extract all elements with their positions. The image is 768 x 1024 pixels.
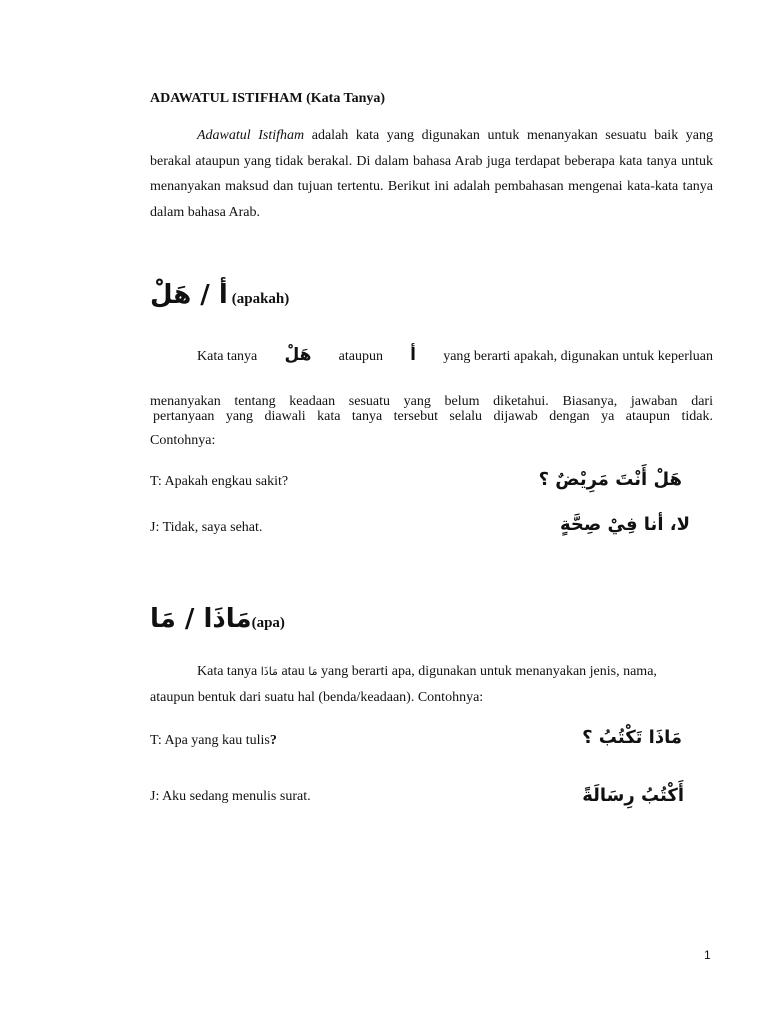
- section2-line2: ataupun bentuk dari suatu hal (benda/keadaan). Contohnya:: [150, 690, 484, 705]
- section1-word-a: أ: [410, 345, 416, 365]
- intro-paragraph: [150, 123, 713, 225]
- section2-word-ma: مَا: [308, 665, 318, 678]
- section2-answer-latin: J: Aku sedang menulis surat.: [150, 789, 311, 804]
- section1-heading: [150, 280, 289, 310]
- section2-word-madza: مَاذَا: [260, 665, 278, 678]
- section2-line1: [197, 664, 657, 680]
- section2-question-latin: [150, 733, 277, 749]
- section2-heading-latin: (apa): [251, 615, 285, 631]
- section1-question-latin: T: Apakah engkau sakit?: [150, 474, 289, 489]
- section2-question-arabic: مَاذَا تَكْتُبُ ؟: [582, 727, 682, 748]
- section2-answer-arabic: أَكْتُبُ رِسَالَةً: [582, 785, 684, 806]
- section2-text-1: Kata tanya: [197, 664, 258, 679]
- section2-text-2: atau: [281, 664, 305, 679]
- section1-heading-latin: (apakah): [231, 291, 290, 307]
- intro-term: Adawatul Istifham: [197, 128, 305, 143]
- intro-text: adalah kata yang digunakan untuk menanyakan sesuatu baik yang berakal ataupun yang tidak berakal. Di dalam bahasa Arab juga terdapat beberapa kata tanya untuk menanyakan maksud dan tujuan tertentu. Berikut ini adalah pembahasan mengenai kata-kata tanya dalam bahasa Arab.: [150, 128, 714, 220]
- section2-text-3: yang berarti apa, digunakan untuk menanyakan jenis, nama,: [321, 664, 657, 679]
- section2-heading: [150, 604, 285, 634]
- section1-line3: pertanyaan yang diawali kata tanya tersebut selalu dijawab dengan ya ataupun tidak.: [153, 409, 713, 424]
- section1-answer-latin: J: Tidak, saya sehat.: [150, 520, 263, 535]
- section1-answer-arabic: لا، أنا فِيْ صِحَّةٍ: [559, 514, 690, 535]
- section2-heading-arabic: مَاذَا / مَا: [150, 604, 252, 634]
- section1-line4: Contohnya:: [150, 433, 216, 448]
- section1-line1: [197, 345, 713, 365]
- section2-question-mark: ?: [269, 733, 277, 748]
- page-title: ADAWATUL ISTIFHAM (Kata Tanya): [150, 91, 386, 106]
- section1-line2: menanyakan tentang keadaan sesuatu yang belum diketahui. Biasanya, jawaban dari: [150, 394, 713, 409]
- section1-text-2: ataupun: [338, 349, 383, 364]
- section1-word-hal: هَلْ: [284, 345, 312, 365]
- section1-text-1: Kata tanya: [197, 349, 258, 364]
- section1-text-3: yang berarti apakah, digunakan untuk keperluan: [443, 349, 713, 364]
- section1-heading-arabic: أ / هَلْ: [150, 280, 228, 310]
- section2-question-text: T: Apa yang kau tulis: [150, 733, 270, 748]
- section1-question-arabic: هَلْ أَنْتَ مَرِيْضٌ ؟: [538, 469, 682, 490]
- page-number: 1: [704, 948, 711, 962]
